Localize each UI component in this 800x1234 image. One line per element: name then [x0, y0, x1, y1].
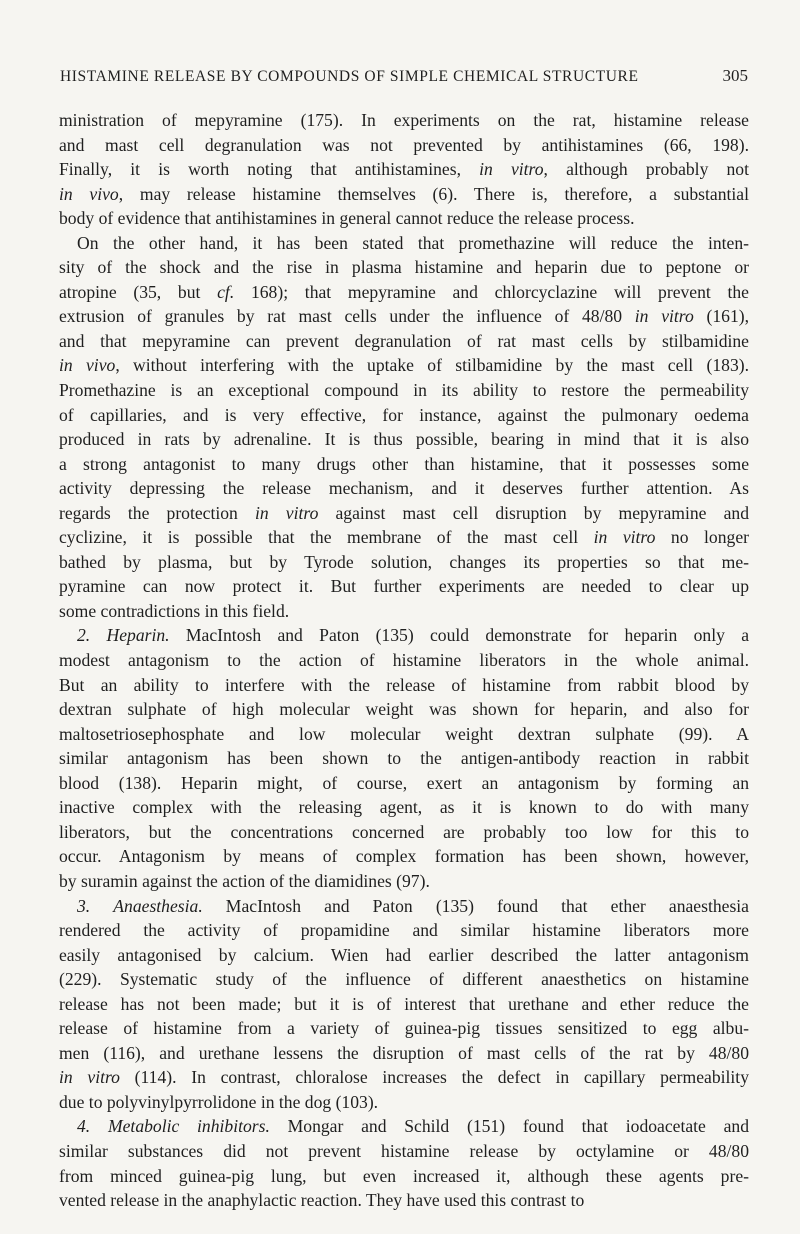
- text-run: MacIntosh and Paton (135) found that ether anaesthesia: [202, 895, 749, 916]
- text-run: no longer: [655, 527, 749, 548]
- text-run: easily antagonised by calcium. Wien had earlier described the latter antagonism: [59, 944, 749, 965]
- text-run: modest antagonism to the action of histamine liberators in the whole animal.: [59, 650, 749, 671]
- text-run: regards the protection: [59, 502, 255, 523]
- text-line: [59, 869, 749, 894]
- text-line: [59, 943, 749, 968]
- text-run: bathed by plasma, but by Tyrode solution, changes its properties so that me-: [59, 551, 749, 572]
- text-run: activity depressing the release mechanism, and it deserves further attention. As: [59, 478, 749, 499]
- text-line: [59, 967, 749, 992]
- italic-text: in vitro: [479, 159, 544, 180]
- italic-text: in vivo: [59, 355, 116, 376]
- text-line: [59, 623, 749, 648]
- running-title: HISTAMINE RELEASE BY COMPOUNDS OF SIMPLE CHEMICAL STRUCTURE: [60, 68, 639, 85]
- running-head: [60, 66, 748, 86]
- text-line: [59, 231, 749, 256]
- text-run: ministration of mepyramine (175). In experiments on the rat, histamine release: [59, 110, 749, 130]
- text-run: But an ability to interfere with the release of histamine from rabbit blood by: [59, 674, 749, 695]
- text-line: [59, 574, 749, 599]
- text-line: [59, 304, 749, 329]
- text-line: [59, 746, 749, 771]
- text-line: [59, 255, 749, 280]
- text-run: , without interfering with the uptake of stilbamidine by the mast cell (183).: [115, 355, 750, 376]
- text-run: (161),: [693, 306, 749, 327]
- text-line: [59, 427, 749, 452]
- section-heading: Metabolic inhibitors.: [107, 1116, 270, 1137]
- italic-text: in vitro: [593, 527, 656, 548]
- page-number: 305: [722, 66, 748, 85]
- paragraph: [59, 894, 749, 1115]
- text-run: against mast cell disruption by mepyramine and: [318, 502, 749, 523]
- italic-text: in vitro: [634, 306, 694, 327]
- text-run: and mast cell degranulation was not prevented by antihistamines (66, 198).: [59, 134, 749, 155]
- text-line: [59, 992, 749, 1017]
- text-line: [59, 476, 749, 501]
- text-line: [59, 403, 749, 428]
- text-run: MacIntosh and Paton (135) could demonstrate for heparin only a: [169, 625, 750, 646]
- italic-text: in vitro: [59, 1067, 120, 1088]
- text-run: due to polyvinylpyrrolidone in the dog (103).: [59, 1091, 379, 1112]
- text-line: [59, 918, 749, 943]
- text-run: 168); that mepyramine and chlorcyclazine will prevent the: [234, 281, 749, 302]
- text-line: [59, 280, 749, 305]
- text-line: [59, 329, 749, 354]
- text-line: [59, 795, 749, 820]
- text-run: some contradictions in this field.: [59, 600, 290, 621]
- section-heading: Heparin.: [106, 625, 170, 646]
- text-run: blood (138). Heparin might, of course, exert an antagonism by forming an: [59, 772, 749, 793]
- section-heading: Anaesthesia.: [113, 895, 203, 916]
- text-line: [59, 1114, 749, 1139]
- text-run: a strong antagonist to many drugs other than histamine, that it possesses some: [59, 453, 749, 474]
- text-line: [59, 1041, 749, 1066]
- text-line: [59, 182, 749, 207]
- text-line: [59, 1065, 749, 1090]
- text-run: extrusion of granules by rat mast cells under the influence of 48/80: [59, 306, 635, 327]
- text-line: [59, 648, 749, 673]
- text-run: similar antagonism has been shown to the antigen-antibody reaction in rabbit: [59, 748, 749, 769]
- text-run: (229). Systematic study of the influence of different anaesthetics on histamine: [59, 969, 749, 990]
- italic-text: in vitro: [254, 502, 319, 523]
- text-run: by suramin against the action of the diamidines (97).: [59, 870, 430, 891]
- paragraph: [59, 231, 749, 624]
- text-run: On the other hand, it has been stated that promethazine will reduce the inten-: [77, 232, 749, 253]
- text-run: sity of the shock and the rise in plasma histamine and heparin due to peptone or: [59, 257, 749, 278]
- text-line: [59, 133, 749, 158]
- text-run: Finally, it is worth noting that antihistamines,: [59, 159, 480, 180]
- text-line: [59, 820, 749, 845]
- text-run: rendered the activity of propamidine and similar histamine liberators more: [59, 920, 749, 941]
- text-run: maltosetriosephosphate and low molecular weight dextran sulphate (99). A: [59, 723, 749, 744]
- text-run: occur. Antagonism by means of complex formation has been shown, however,: [59, 846, 749, 867]
- text-run: pyramine can now protect it. But further experiments are needed to clear up: [59, 576, 749, 597]
- text-run: , although probably not: [543, 159, 749, 180]
- section-number: 4.: [77, 1116, 91, 1137]
- text-line: [59, 378, 749, 403]
- text-run: similar substances did not prevent histamine release by octylamine or 48/80: [59, 1140, 749, 1161]
- body-text: [59, 108, 749, 1213]
- text-line: [59, 550, 749, 575]
- section-number: 3.: [77, 895, 91, 916]
- text-run: Promethazine is an exceptional compound in its ability to restore the permeability: [59, 380, 749, 401]
- text-line: [59, 1188, 749, 1213]
- text-line: [59, 157, 749, 182]
- text-line: [59, 722, 749, 747]
- text-run: from minced guinea-pig lung, but even increased it, although these agents pre-: [59, 1165, 749, 1186]
- text-run: release of histamine from a variety of guinea-pig tissues sensitized to egg albu-: [59, 1018, 749, 1039]
- text-run: release has not been made; but it is of interest that urethane and ether reduce the: [59, 993, 749, 1014]
- text-line: [59, 697, 749, 722]
- text-line: [59, 1016, 749, 1041]
- text-run: atropine (35, but: [59, 281, 218, 302]
- paragraph: [59, 1114, 749, 1212]
- text-run: of capillaries, and is very effective, for instance, against the pulmonary oedema: [59, 404, 749, 425]
- text-line: [59, 771, 749, 796]
- italic-text: cf.: [217, 281, 235, 302]
- text-line: [59, 206, 749, 231]
- text-run: vented release in the anaphylactic reaction. They have used this contrast to: [59, 1190, 585, 1211]
- text-line: [59, 1139, 749, 1164]
- text-line: [59, 844, 749, 869]
- text-line: [59, 353, 749, 378]
- paragraph: [59, 623, 749, 893]
- text-run: (114). In contrast, chloralose increases the defect in capillary permeability: [119, 1067, 749, 1088]
- text-line: [59, 452, 749, 477]
- text-run: liberators, but the concentrations concerned are probably too low for this to: [59, 821, 749, 842]
- text-run: body of evidence that antihistamines in general cannot reduce the release process.: [59, 208, 635, 229]
- text-line: [59, 1164, 749, 1189]
- text-run: produced in rats by adrenaline. It is thus possible, bearing in mind that it is also: [59, 429, 749, 450]
- section-number: 2.: [77, 625, 91, 646]
- text-line: [59, 525, 749, 550]
- text-run: men (116), and urethane lessens the disruption of mast cells of the rat by 48/80: [59, 1042, 749, 1063]
- text-run: inactive complex with the releasing agent, as it is known to do with many: [59, 797, 749, 818]
- italic-text: in vivo: [59, 183, 119, 204]
- text-run: dextran sulphate of high molecular weight was shown for heparin, and also for: [59, 699, 749, 720]
- text-line: [59, 108, 749, 133]
- text-line: [59, 599, 749, 624]
- paragraph: [59, 108, 749, 231]
- text-run: cyclizine, it is possible that the membrane of the mast cell: [59, 527, 594, 548]
- text-run: and that mepyramine can prevent degranulation of rat mast cells by stilbamidine: [59, 330, 749, 351]
- text-line: [59, 1090, 749, 1115]
- text-line: [59, 673, 749, 698]
- text-line: [59, 501, 749, 526]
- text-run: , may release histamine themselves (6). There is, therefore, a substantial: [118, 183, 749, 204]
- text-run: Mongar and Schild (151) found that iodoacetate and: [269, 1116, 750, 1137]
- text-line: [59, 894, 749, 919]
